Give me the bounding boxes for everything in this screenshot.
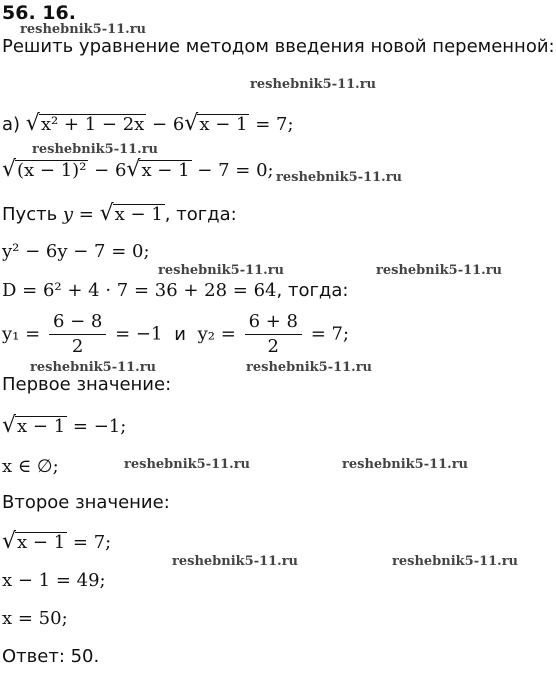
radical: √ x − 1 [126,157,190,182]
watermark: reshebnik5-11.ru [376,263,503,278]
watermark: reshebnik5-11.ru [246,360,373,375]
problem-number: 56. 16. [2,2,76,24]
radical: √ x − 1 [2,529,66,554]
equation-line-11: √ x − 1 = 7; [2,529,112,554]
watermark: reshebnik5-11.ru [342,457,469,472]
substitution-line: Пусть y = √ x − 1 , тогда: [2,201,237,226]
answer-line: Ответ: 50. [2,646,100,667]
fraction: $\frac{6 + 8}{2}$ [245,312,302,357]
quadratic-line: y² − 6y − 7 = 0; [2,241,150,262]
first-value-label: Первое значение: [2,374,172,395]
watermark: reshebnik5-11.ru [20,22,147,37]
part-label: а) [2,114,21,135]
watermark: reshebnik5-11.ru [30,360,157,375]
empty-set-line: x ∈ ∅; [2,456,59,477]
discriminant-line: D = 6² + 4 · 7 = 36 + 28 = 64, тогда: [2,280,349,301]
second-value-label: Второе значение: [2,492,170,513]
equation-line-12: x − 1 = 49; [2,570,106,591]
radical: √ x² + 1 − 2x [25,111,145,136]
equation-line-13: x = 50; [2,608,68,629]
watermark: reshebnik5-11.ru [124,457,251,472]
watermark: reshebnik5-11.ru [250,77,377,92]
equation-line-1: а) √ x² + 1 − 2x − 6 √ x − 1 = 7; [2,111,294,136]
watermark: reshebnik5-11.ru [158,263,285,278]
radical: √ x − 1 [184,111,248,136]
watermark: reshebnik5-11.ru [276,170,403,185]
instruction: Решить уравнение методом введения новой переменной: [2,36,555,57]
watermark: reshebnik5-11.ru [32,142,159,157]
watermark: reshebnik5-11.ru [172,554,299,569]
equation-line-2: √ (x − 1)² − 6 √ x − 1 − 7 = 0; [2,157,274,182]
radical: √ x − 1 [2,413,66,438]
equation-line-8: √ x − 1 = −1; [2,413,127,438]
fraction: $\frac{6 - 8}{2}$ [49,312,106,357]
roots-line: y₁ = $\frac{6 - 8}{2}$ = −1 и y₂ = $\frac{6 + 8}{2}$ = 7; [2,311,350,357]
radical: √ x − 1 [99,201,163,226]
watermark: reshebnik5-11.ru [392,554,519,569]
radical: √ (x − 1)² [2,157,87,182]
